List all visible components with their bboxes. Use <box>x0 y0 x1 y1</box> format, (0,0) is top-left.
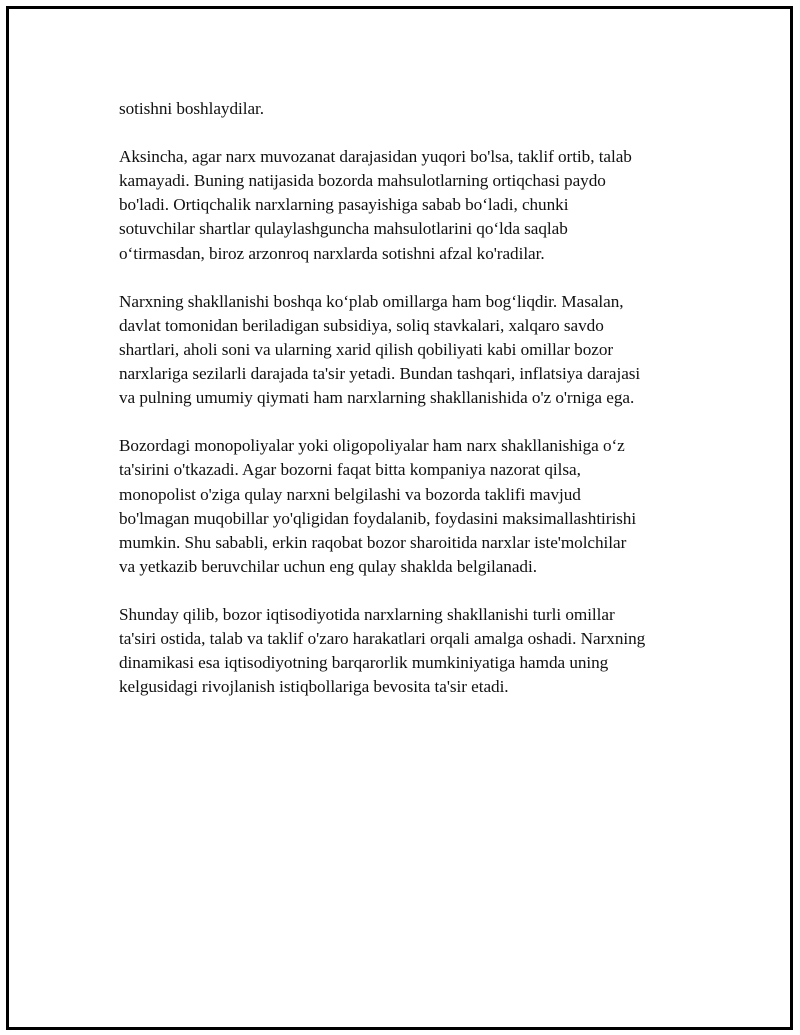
text-line: ta'siri ostida, talab va taklif o'zaro harakatlari orqali amalga oshadi. Narxning <box>119 629 646 649</box>
text-line: kelgusidagi rivojlanish istiqbollariga bevosita ta'sir etadi. <box>119 677 509 697</box>
text-line: davlat tomonidan beriladigan subsidiya, soliq stavkalari, xalqaro savdo <box>119 315 604 335</box>
text-line: monopolist o'ziga qulay narxni belgilashi va bozorda taklifi mavjud <box>119 484 581 504</box>
text-line: va pulning umumiy qiymati ham narxlarning shakllanishida o'z o'rniga ega. <box>119 388 635 408</box>
text-line: narxlariga sezilarli darajada ta'sir yetadi. Bundan tashqari, inflatsiya darajasi <box>119 364 641 384</box>
text-line: mumkin. Shu sababli, erkin raqobat bozor sharoitida narxlar iste'molchilar <box>119 532 627 552</box>
text-line: ta'sirini o'tkazadi. Agar bozorni faqat bitta kompaniya nazorat qilsa, <box>119 460 581 480</box>
paragraph-3 <box>119 290 699 410</box>
paragraph-2 <box>119 145 699 265</box>
text-line: Bozordagi monopoliyalar yoki oligopoliyalar ham narx shakllanishiga o‘z <box>119 436 625 456</box>
paragraph-1 <box>119 97 699 121</box>
paragraph-4 <box>119 434 699 579</box>
document-body <box>119 97 699 723</box>
paragraph-5 <box>119 603 699 699</box>
text-line: Shunday qilib, bozor iqtisodiyotida narxlarning shakllanishi turli omillar <box>119 604 615 624</box>
text-line: bo'lmagan muqobillar yo'qligidan foydalanib, foydasini maksimallashtirishi <box>119 508 637 528</box>
text-line: Aksincha, agar narx muvozanat darajasidan yuqori bo'lsa, taklif ortib, talab <box>119 147 632 167</box>
text-line: sotishni boshlaydilar. <box>119 99 264 118</box>
text-line: Narxning shakllanishi boshqa ko‘plab omillarga ham bog‘liqdir. Masalan, <box>119 291 624 311</box>
text-line: kamayadi. Buning natijasida bozorda mahsulotlarning ortiqchasi paydo <box>119 171 606 191</box>
text-line: shartlari, aholi soni va ularning xarid qilish qobiliyati kabi omillar bozor <box>119 339 614 359</box>
text-line: bo'ladi. Ortiqchalik narxlarning pasayishiga sabab bo‘ladi, chunki <box>119 195 569 215</box>
text-line: o‘tirmasdan, biroz arzonroq narxlarda sotishni afzal ko'radilar. <box>119 243 545 263</box>
text-line: va yetkazib beruvchilar uchun eng qulay shaklda belgilanadi. <box>119 556 537 576</box>
text-line: sotuvchilar shartlar qulaylashguncha mahsulotlarini qo‘lda saqlab <box>119 219 568 239</box>
text-line: dinamikasi esa iqtisodiyotning barqarorlik mumkiniyatiga hamda uning <box>119 653 609 673</box>
page-frame <box>6 6 793 1030</box>
